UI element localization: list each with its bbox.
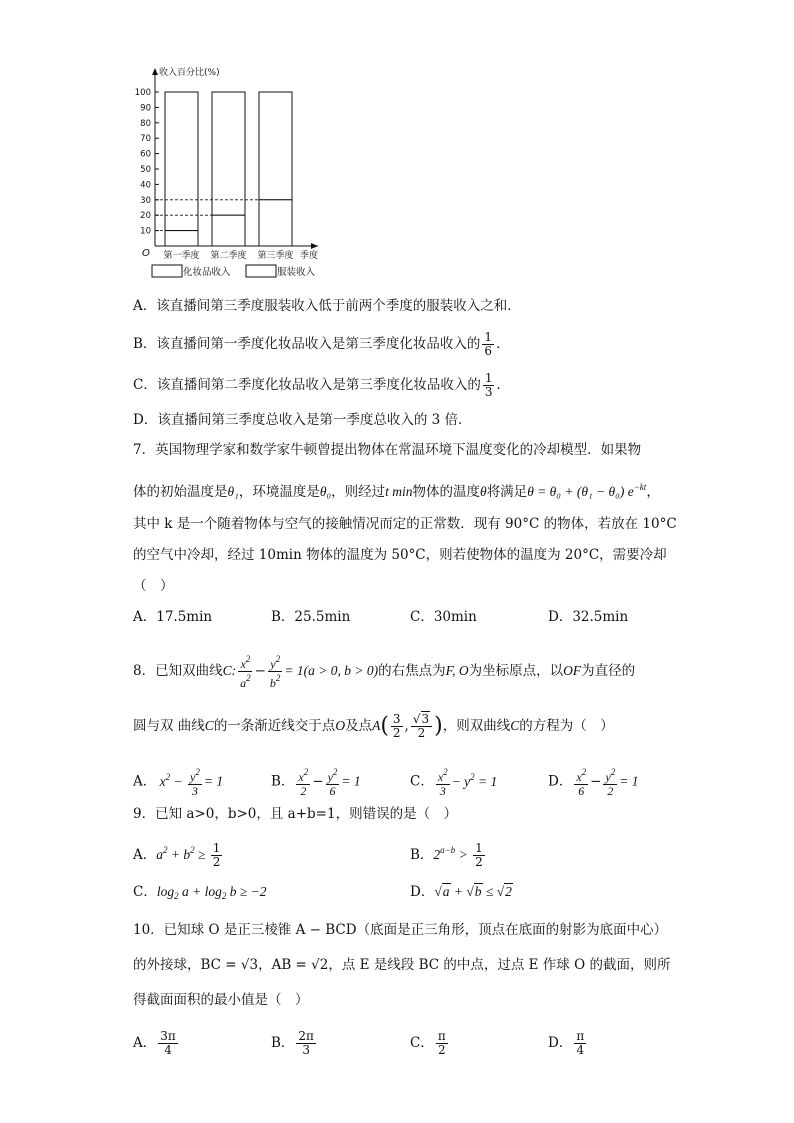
fraction: $\frac{1}{3}$: [484, 371, 493, 399]
q6-option-c: C．该直播间第二季度化妆品收入是第三季度化妆品收入的 $\frac{1}{3}$ ．: [133, 371, 510, 399]
q10-line-1: 10．已知球 O 是正三棱锥 A − BCD（底面是正三角形，顶点在底面的射影为底面中心）: [133, 922, 668, 938]
stacked-bar-chart: [0, 0, 794, 290]
q7-line-2: 体的初始温度是θ₁，环境温度是θ₀，则经过t min物体的温度θ将满足θ = θ₀ + (θ₁ − θ₀) $e^{-kt}$，: [133, 482, 660, 500]
q7-option-a: A．17.5min: [133, 609, 213, 625]
y-tick-label: 10: [140, 226, 151, 237]
bar-cosmetics: [259, 92, 292, 200]
q7-option-b: B．25.5min: [271, 609, 351, 625]
y-axis-label: 收入百分比(%): [159, 68, 220, 78]
x-axis-label: 季度: [300, 251, 319, 261]
q8-option-c: C． $\frac{x^2}{3}$ − $y^2 = 1$: [410, 767, 498, 798]
q7-option-d: D．32.5min: [548, 609, 629, 625]
q10-option-a: A． $\frac{3\pi}{4}$: [133, 1029, 176, 1057]
bar-clothing: [259, 200, 292, 246]
y-tick-label: 100: [134, 88, 151, 98]
q10-option-c: C． $\frac{\pi}{2}$: [410, 1029, 446, 1057]
q7-line-5: （ ）: [133, 578, 174, 594]
q8-option-d: D． $\frac{x^2}{6}$ − $\frac{y^2}{2}$ = 1: [548, 767, 639, 798]
legend-label-cosmetics: 化妆品收入: [183, 267, 231, 278]
q6-option-d: D．该直播间第三季度总收入是第一季度总收入的 3 倍．: [133, 412, 472, 428]
bar-clothing: [165, 231, 198, 246]
q10-option-d: D． $\frac{\pi}{4}$: [548, 1029, 585, 1057]
x-tick-label: 第二季度: [210, 251, 247, 261]
q6-option-b: B．该直播间第一季度化妆品收入是第三季度化妆品收入的 $\frac{1}{6}$ ．: [133, 330, 510, 358]
legend-swatch-cosmetics: [152, 265, 182, 277]
q10-line-3: 得截面面积的最小值是（ ）: [133, 992, 309, 1008]
x-axis-arrow: [311, 243, 318, 249]
y-tick-label: 30: [140, 195, 151, 206]
fraction: $\frac{1}{6}$: [484, 330, 493, 358]
q7-line-3: 其中 k 是一个随着物体与空气的接触情况而定的正常数．现有 90°C 的物体，若放在 10°C: [133, 516, 677, 532]
y-tick-label: 90: [140, 103, 151, 114]
bar-cosmetics: [165, 92, 198, 231]
legend-label-clothing: 服装收入: [277, 267, 316, 278]
x-tick-label: 第一季度: [163, 251, 200, 261]
q8-line-2: 圆与双 曲线C的一条渐近线交于点O及点A( $\frac{3}{2}$ , $\frac{√3}{2}$ )，则双曲线C的方程为（ ）: [133, 712, 614, 740]
q10-option-b: B． $\frac{2\pi}{3}$: [271, 1029, 314, 1057]
q9-option-a: A．$a^2 + b^2$ ≥ $\frac{1}{2}$: [133, 841, 221, 869]
q9-option-d: D．√a + √b ≤ √2: [410, 884, 512, 900]
q10-line-2: 的外接球，BC = √3，AB = √2，点 E 是线段 BC 的中点，过点 E 作球 O 的截面，则所: [133, 957, 671, 973]
q8-option-b: B． $\frac{x^2}{2}$ − $\frac{y^2}{6}$ = 1: [271, 767, 361, 798]
y-tick-label: 60: [140, 149, 151, 160]
q9-option-c: C．$\log_2 a + \log_2 b \ge -2$: [133, 884, 267, 901]
x-tick-label: 第三季度: [257, 251, 294, 261]
y-tick-label: 70: [140, 134, 151, 145]
y-axis-arrow: [152, 68, 158, 75]
q8-line-1: 8．已知双曲线C: $\frac{x^2}{a^2}$ − $\frac{y^2}{b^2}$ = 1(a > 0, b > 0)的右焦点为F, O为坐标原点，以OF为直径的: [133, 654, 636, 690]
q9-option-b: B．$2^{a-b}$ > $\frac{1}{2}$: [410, 841, 483, 869]
q8-option-a: A． $x^2$ − $\frac{y^2}{3}$ = 1: [133, 767, 224, 798]
q7-line-1: 7．英国物理学家和数学家牛顿曾提出物体在常温环境下温度变化的冷却模型．如果物: [133, 442, 642, 458]
q9-line-1: 9．已知 a>0，b>0，且 a+b=1，则错误的是（ ）: [133, 806, 458, 822]
y-tick-label: 40: [140, 180, 151, 191]
q7-line-4: 的空气中冷却，经过 10min 物体的温度为 50°C，则若使物体的温度为 20°C，需要冷却: [133, 547, 667, 563]
bar-clothing: [212, 215, 245, 246]
q7-option-c: C．30min: [410, 609, 477, 625]
y-tick-label: 50: [140, 165, 151, 175]
y-tick-label: 80: [140, 118, 151, 129]
origin-label: O: [142, 248, 150, 259]
q6-option-a: A．该直播间第三季度服装收入低于前两个季度的服装收入之和．: [133, 298, 521, 314]
bar-cosmetics: [212, 92, 245, 215]
y-tick-label: 20: [140, 211, 151, 222]
legend-swatch-clothing: [246, 265, 276, 277]
